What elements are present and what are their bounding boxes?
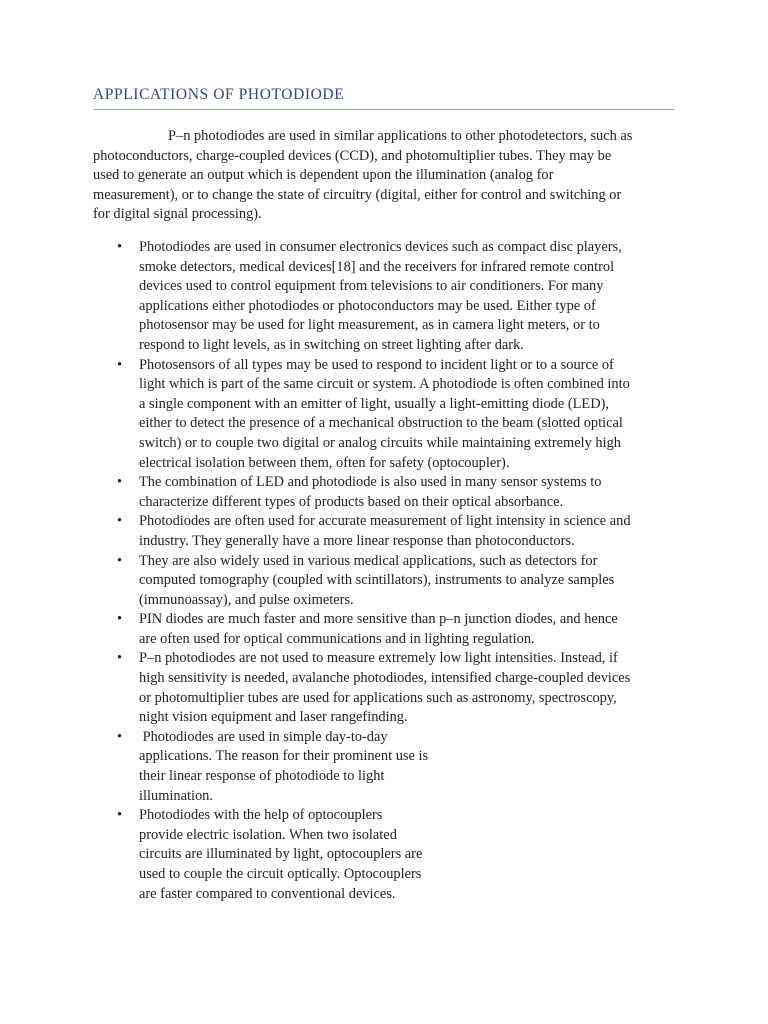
bullet-line: electrical isolation between them, often for safety (optocoupler).	[139, 454, 510, 471]
bullet-line: a single component with an emitter of light, usually a light-emitting diode (LED),	[139, 395, 609, 412]
document-heading: APPLICATIONS OF PHOTODIODE	[93, 86, 345, 103]
bullet-line: their linear response of photodiode to light	[139, 768, 385, 785]
applications-bullet-list	[93, 238, 683, 904]
bullet-line: PIN diodes are much faster and more sensitive than p–n junction diodes, and hence	[139, 611, 618, 628]
bullet-item	[93, 806, 683, 904]
bullet-line: night vision equipment and laser rangefinding.	[139, 709, 408, 726]
bullet-marker: •	[117, 728, 123, 745]
bullet-line: smoke detectors, medical devices[18] and the receivers for infrared remote control	[139, 258, 615, 275]
bullet-line: Photosensors of all types may be used to respond to incident light or to a source of	[139, 356, 614, 373]
bullet-text	[139, 356, 683, 474]
bullet-line: computed tomography (coupled with scintillators), instruments to analyze samples	[139, 572, 615, 589]
bullet-item	[93, 512, 683, 551]
bullet-item	[93, 356, 683, 474]
bullet-marker: •	[117, 356, 123, 373]
bullet-line: Photodiodes are used in consumer electronics devices such as compact disc players,	[139, 239, 622, 255]
intro-line: for digital signal processing).	[93, 206, 262, 223]
bullet-line: switch) or to couple two digital or analog circuits while maintaining extremely high	[139, 434, 621, 451]
bullet-line: light which is part of the same circuit or system. A photodiode is often combined into	[139, 376, 630, 393]
bullet-text	[139, 806, 683, 904]
bullet-line: Photodiodes are often used for accurate measurement of light intensity in science and	[139, 513, 631, 530]
bullet-marker: •	[117, 807, 123, 824]
bullet-line: applications either photodiodes or photoconductors may be used. Either type of	[139, 297, 596, 314]
bullet-marker: •	[117, 552, 123, 569]
bullet-line: P–n photodiodes are not used to measure extremely low light intensities. Instead, if	[139, 650, 618, 667]
bullet-line: circuits are illuminated by light, optocouplers are	[139, 846, 423, 863]
bullet-line: Photodiodes with the help of optocouplers	[139, 807, 383, 824]
bullet-text	[139, 728, 683, 806]
bullet-item	[93, 728, 683, 806]
bullet-line: applications. The reason for their prominent use is	[139, 748, 429, 765]
bullet-marker: •	[117, 611, 123, 628]
bullet-line: high sensitivity is needed, avalanche photodiodes, intensified charge-coupled devices	[139, 670, 631, 687]
bullet-line: or photomultiplier tubes are used for applications such as astronomy, spectroscopy,	[139, 689, 617, 706]
bullet-line: respond to light levels, as in switching on street lighting after dark.	[139, 336, 524, 353]
bullet-text	[139, 610, 683, 649]
intro-paragraph	[93, 127, 673, 225]
intro-line: used to generate an output which is dependent upon the illumination (analog for	[93, 167, 554, 184]
bullet-line: are often used for optical communications and in lighting regulation.	[139, 630, 535, 647]
bullet-marker: •	[117, 650, 123, 667]
bullet-item	[93, 473, 683, 512]
bullet-text	[139, 649, 683, 727]
bullet-line: They are also widely used in various medical applications, such as detectors for	[139, 552, 598, 569]
bullet-line: industry. They generally have a more linear response than photoconductors.	[139, 532, 575, 549]
bullet-text	[139, 473, 683, 512]
bullet-line: devices used to control equipment from televisions to air conditioners. For many	[139, 278, 604, 295]
bullet-line: either to detect the presence of a mechanical obstruction to the beam (slotted optical	[139, 415, 623, 432]
bullet-item	[93, 552, 683, 611]
bullet-text	[139, 238, 683, 356]
bullet-line: used to couple the circuit optically. Optocouplers	[139, 866, 422, 882]
bullet-line: Photodiodes are used in simple day-to-day	[139, 728, 388, 745]
bullet-marker: •	[117, 513, 123, 530]
bullet-line: illumination.	[139, 787, 213, 804]
heading-underline	[93, 109, 675, 110]
intro-line: P–n photodiodes are used in similar applications to other photodetectors, such as	[168, 128, 633, 144]
intro-line: photoconductors, charge-coupled devices (CCD), and photomultiplier tubes. They may be	[93, 147, 612, 164]
intro-line: measurement), or to change the state of circuitry (digital, either for control and switching or	[93, 186, 622, 203]
bullet-item	[93, 610, 683, 649]
bullet-item	[93, 238, 683, 356]
bullet-marker: •	[117, 474, 123, 491]
bullet-line: (immunoassay), and pulse oximeters.	[139, 591, 354, 608]
bullet-line: provide electric isolation. When two isolated	[139, 826, 397, 843]
bullet-item	[93, 649, 683, 727]
bullet-line: characterize different types of products based on their optical absorbance.	[139, 493, 564, 510]
bullet-text	[139, 552, 683, 611]
bullet-text	[139, 512, 683, 551]
bullet-marker: •	[117, 239, 123, 255]
bullet-line: are faster compared to conventional devices.	[139, 885, 396, 902]
bullet-line: photosensor may be used for light measurement, as in camera light meters, or to	[139, 317, 600, 334]
bullet-line: The combination of LED and photodiode is also used in many sensor systems to	[139, 474, 602, 491]
